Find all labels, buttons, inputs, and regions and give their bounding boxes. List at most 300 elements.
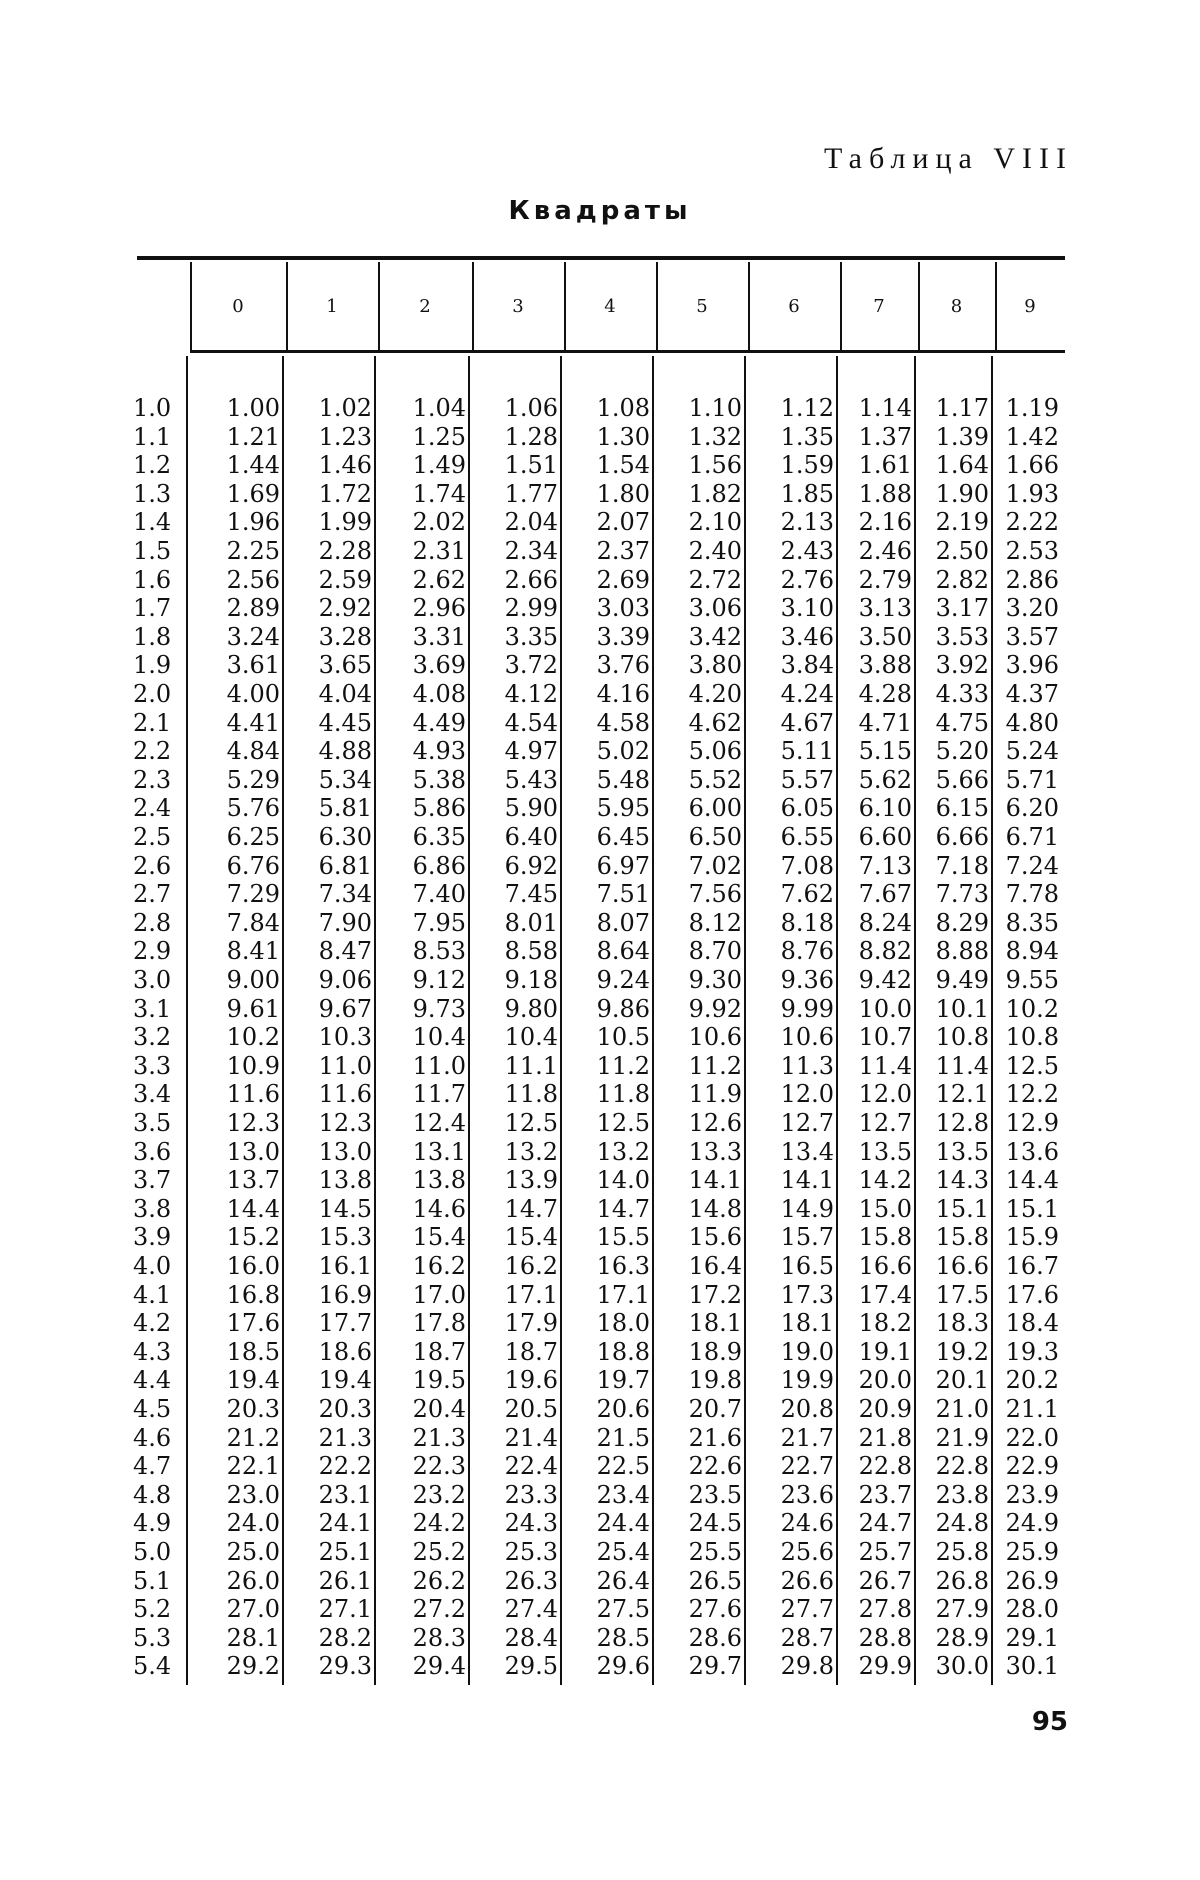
- table-cell: 9.99: [780, 994, 834, 1023]
- table-cell: 2.89: [226, 594, 280, 623]
- table-cell: 10.4: [412, 1023, 466, 1052]
- table-cell: 9.18: [504, 966, 558, 994]
- table-cell: 4.75: [935, 708, 989, 737]
- table-cell: 6.20: [1005, 794, 1059, 823]
- table-cell: 26.9: [1005, 1566, 1059, 1595]
- table-cell: 1.56: [688, 451, 742, 480]
- table-cell: 1.46: [318, 451, 372, 480]
- table-cell: 12.5: [596, 1109, 650, 1137]
- table-cell: 25.8: [935, 1538, 989, 1566]
- table-cell: 23.9: [1005, 1480, 1059, 1509]
- table-cell: 16.5: [780, 1252, 834, 1280]
- table-cell: 3.35: [504, 622, 558, 651]
- table-cell: 10.1: [935, 994, 989, 1023]
- table-cell: 16.4: [688, 1252, 742, 1280]
- table-cell: 19.2: [935, 1337, 989, 1366]
- table-cell: 22.8: [935, 1452, 989, 1481]
- table-cell: 15.7: [780, 1223, 834, 1252]
- table-cell: 23.6: [780, 1480, 834, 1509]
- table-cell: 15.5: [596, 1223, 650, 1252]
- table-cell: 2.04: [504, 508, 558, 537]
- table-cell: 8.47: [318, 937, 372, 966]
- table-cell: 5.90: [504, 794, 558, 823]
- table-cell: 9.12: [412, 966, 466, 994]
- row-label: 1.6: [133, 565, 172, 594]
- table-cell: 15.8: [858, 1223, 912, 1252]
- table-cell: 18.0: [596, 1309, 650, 1338]
- table-cell: 4.93: [412, 737, 466, 766]
- table-cell: 4.88: [318, 737, 372, 766]
- table-cell: 16.3: [596, 1252, 650, 1280]
- table-cell: 13.2: [596, 1137, 650, 1166]
- row-label: 2.4: [133, 794, 172, 823]
- table-cell: 3.20: [1005, 594, 1059, 623]
- table-cell: 1.96: [226, 508, 280, 537]
- table-cell: 9.86: [596, 994, 650, 1023]
- table-cell: 10.9: [226, 1051, 280, 1080]
- table-cell: 10.0: [858, 994, 912, 1023]
- table-cell: 10.2: [1005, 994, 1059, 1023]
- table-cell: 2.25: [226, 537, 280, 565]
- table-cell: 22.2: [318, 1452, 372, 1481]
- table-cell: 10.6: [688, 1023, 742, 1052]
- table-cell: 9.67: [318, 994, 372, 1023]
- table-cell: 3.53: [935, 622, 989, 651]
- table-cell: 1.61: [858, 451, 912, 480]
- table-cell: 17.8: [412, 1309, 466, 1338]
- table-cell: 1.82: [688, 479, 742, 508]
- table-cell: 12.9: [1005, 1109, 1059, 1137]
- table-cell: 11.6: [318, 1080, 372, 1109]
- table-cell: 23.8: [935, 1480, 989, 1509]
- table-cell: 10.2: [226, 1023, 280, 1052]
- table-cell: 25.3: [504, 1538, 558, 1566]
- table-cell: 27.2: [412, 1595, 466, 1624]
- table-cell: 12.6: [688, 1109, 742, 1137]
- table-cell: 11.0: [318, 1051, 372, 1080]
- column-header: 2: [419, 296, 431, 317]
- row-label: 4.9: [133, 1509, 172, 1538]
- table-cell: 12.5: [1005, 1051, 1059, 1080]
- table-cell: 29.1: [1005, 1623, 1059, 1652]
- table-cell: 17.2: [688, 1280, 742, 1309]
- table-cell: 26.6: [780, 1566, 834, 1595]
- table-cell: 21.6: [688, 1423, 742, 1452]
- table-cell: 3.42: [688, 622, 742, 651]
- row-label: 3.2: [133, 1023, 172, 1052]
- table-cell: 1.88: [858, 479, 912, 508]
- table-cell: 18.6: [318, 1337, 372, 1366]
- table-cell: 9.30: [688, 966, 742, 994]
- row-label: 5.2: [133, 1595, 172, 1624]
- table-cell: 17.0: [412, 1280, 466, 1309]
- table-cell: 4.00: [226, 680, 280, 708]
- table-cell: 12.5: [504, 1109, 558, 1137]
- table-cell: 16.7: [1005, 1252, 1059, 1280]
- table-cell: 8.53: [412, 937, 466, 966]
- table-cell: 1.69: [226, 479, 280, 508]
- table-cell: 1.74: [412, 479, 466, 508]
- table-cell: 8.76: [780, 937, 834, 966]
- table-cell: 1.35: [780, 422, 834, 451]
- table-cell: 12.4: [412, 1109, 466, 1137]
- table-cell: 14.3: [935, 1166, 989, 1195]
- table-cell: 2.10: [688, 508, 742, 537]
- table-cell: 6.25: [226, 823, 280, 851]
- table-cell: 1.66: [1005, 451, 1059, 480]
- table-cell: 4.28: [858, 680, 912, 708]
- table-cell: 6.10: [858, 794, 912, 823]
- table-cell: 27.5: [596, 1595, 650, 1624]
- table-cell: 18.9: [688, 1337, 742, 1366]
- table-cell: 12.0: [780, 1080, 834, 1109]
- table-cell: 4.84: [226, 737, 280, 766]
- table-cell: 4.97: [504, 737, 558, 766]
- row-label: 2.0: [133, 680, 172, 708]
- table-cell: 3.61: [226, 651, 280, 680]
- table-cell: 3.46: [780, 622, 834, 651]
- table-cell: 1.59: [780, 451, 834, 480]
- table-cell: 5.95: [596, 794, 650, 823]
- table-cell: 10.8: [1005, 1023, 1059, 1052]
- row-label: 3.8: [133, 1194, 172, 1223]
- table-cell: 3.06: [688, 594, 742, 623]
- table-cell: 18.1: [780, 1309, 834, 1338]
- table-cell: 10.8: [935, 1023, 989, 1052]
- table-cell: 19.5: [412, 1366, 466, 1395]
- table-cell: 2.59: [318, 565, 372, 594]
- table-cell: 15.4: [412, 1223, 466, 1252]
- table-cell: 27.7: [780, 1595, 834, 1624]
- table-cell: 5.81: [318, 794, 372, 823]
- table-cell: 18.1: [688, 1309, 742, 1338]
- table-cell: 13.4: [780, 1137, 834, 1166]
- table-cell: 20.2: [1005, 1366, 1059, 1395]
- table-cell: 11.8: [596, 1080, 650, 1109]
- table-cell: 21.4: [504, 1423, 558, 1452]
- table-cell: 21.1: [1005, 1395, 1059, 1423]
- row-label: 4.0: [133, 1252, 172, 1280]
- table-cell: 5.15: [858, 737, 912, 766]
- table-cell: 15.3: [318, 1223, 372, 1252]
- table-cell: 28.4: [504, 1623, 558, 1652]
- table-cell: 11.6: [226, 1080, 280, 1109]
- table-cell: 30.0: [935, 1652, 989, 1681]
- table-cell: 27.8: [858, 1595, 912, 1624]
- table-cell: 10.7: [858, 1023, 912, 1052]
- table-cell: 2.76: [780, 565, 834, 594]
- table-cell: 21.2: [226, 1423, 280, 1452]
- table-cell: 4.08: [412, 680, 466, 708]
- table-cell: 12.7: [780, 1109, 834, 1137]
- table-cell: 3.76: [596, 651, 650, 680]
- table-cell: 15.1: [1005, 1194, 1059, 1223]
- table-cell: 19.9: [780, 1366, 834, 1395]
- row-label: 4.5: [133, 1395, 172, 1423]
- table-cell: 4.04: [318, 680, 372, 708]
- table-cell: 1.19: [1005, 394, 1059, 422]
- table-cell: 13.7: [226, 1166, 280, 1195]
- table-cell: 28.1: [226, 1623, 280, 1652]
- table-cell: 26.5: [688, 1566, 742, 1595]
- table-cell: 9.61: [226, 994, 280, 1023]
- table-cell: 25.7: [858, 1538, 912, 1566]
- table-cell: 27.4: [504, 1595, 558, 1624]
- table-cell: 1.49: [412, 451, 466, 480]
- table-cell: 11.2: [688, 1051, 742, 1080]
- table-cell: 3.72: [504, 651, 558, 680]
- table-cell: 3.39: [596, 622, 650, 651]
- table-cell: 10.6: [780, 1023, 834, 1052]
- table-cell: 8.58: [504, 937, 558, 966]
- table-cell: 21.9: [935, 1423, 989, 1452]
- table-cell: 3.57: [1005, 622, 1059, 651]
- table-cell: 13.0: [318, 1137, 372, 1166]
- table-cell: 16.2: [504, 1252, 558, 1280]
- table-cell: 13.3: [688, 1137, 742, 1166]
- table-cell: 1.14: [858, 394, 912, 422]
- table-cell: 1.90: [935, 479, 989, 508]
- table-cell: 6.40: [504, 823, 558, 851]
- row-label: 2.6: [133, 851, 172, 880]
- table-cell: 1.39: [935, 422, 989, 451]
- row-label: 3.6: [133, 1137, 172, 1166]
- table-cell: 3.13: [858, 594, 912, 623]
- table-cell: 13.5: [858, 1137, 912, 1166]
- table-cell: 7.95: [412, 908, 466, 937]
- table-cell: 25.2: [412, 1538, 466, 1566]
- table-cell: 2.53: [1005, 537, 1059, 565]
- table-cell: 8.35: [1005, 908, 1059, 937]
- table-cell: 28.6: [688, 1623, 742, 1652]
- table-cell: 11.0: [412, 1051, 466, 1080]
- table-cell: 29.4: [412, 1652, 466, 1681]
- table-cell: 8.70: [688, 937, 742, 966]
- header-rule: [190, 350, 1065, 353]
- table-cell: 11.2: [596, 1051, 650, 1080]
- row-label: 3.0: [133, 966, 172, 994]
- table-cell: 2.96: [412, 594, 466, 623]
- table-cell: 7.56: [688, 880, 742, 909]
- table-cell: 22.9: [1005, 1452, 1059, 1481]
- table-cell: 14.9: [780, 1194, 834, 1223]
- row-label: 1.2: [133, 451, 172, 480]
- table-cell: 4.24: [780, 680, 834, 708]
- table-cell: 21.0: [935, 1395, 989, 1423]
- table-cell: 11.4: [935, 1051, 989, 1080]
- table-cell: 14.7: [596, 1194, 650, 1223]
- table-cell: 27.9: [935, 1595, 989, 1624]
- table-cell: 3.84: [780, 651, 834, 680]
- table-cell: 29.6: [596, 1652, 650, 1681]
- table-cell: 20.1: [935, 1366, 989, 1395]
- table-cell: 21.3: [412, 1423, 466, 1452]
- table-cell: 11.1: [504, 1051, 558, 1080]
- table-cell: 9.73: [412, 994, 466, 1023]
- table-cell: 3.92: [935, 651, 989, 680]
- table-cell: 6.45: [596, 823, 650, 851]
- table-cell: 29.9: [858, 1652, 912, 1681]
- table-cell: 20.7: [688, 1395, 742, 1423]
- table-cell: 24.5: [688, 1509, 742, 1538]
- table-cell: 8.18: [780, 908, 834, 937]
- table-cell: 2.86: [1005, 565, 1059, 594]
- column-header: 3: [512, 296, 524, 317]
- table-cell: 17.5: [935, 1280, 989, 1309]
- table-cell: 17.6: [1005, 1280, 1059, 1309]
- table-cell: 14.5: [318, 1194, 372, 1223]
- table-cell: 4.20: [688, 680, 742, 708]
- table-cell: 13.1: [412, 1137, 466, 1166]
- table-cell: 1.51: [504, 451, 558, 480]
- table-cell: 3.65: [318, 651, 372, 680]
- table-cell: 29.3: [318, 1652, 372, 1681]
- table-cell: 16.8: [226, 1280, 280, 1309]
- table-cell: 3.03: [596, 594, 650, 623]
- table-cell: 12.0: [858, 1080, 912, 1109]
- table-cell: 1.44: [226, 451, 280, 480]
- table-cell: 14.4: [1005, 1166, 1059, 1195]
- table-cell: 23.2: [412, 1480, 466, 1509]
- table-cell: 7.02: [688, 851, 742, 880]
- table-cell: 19.4: [226, 1366, 280, 1395]
- row-label: 5.0: [133, 1538, 172, 1566]
- table-cell: 18.7: [504, 1337, 558, 1366]
- table-cell: 4.80: [1005, 708, 1059, 737]
- table-cell: 24.9: [1005, 1509, 1059, 1538]
- row-label: 3.7: [133, 1166, 172, 1195]
- table-cell: 2.62: [412, 565, 466, 594]
- table-cell: 7.67: [858, 880, 912, 909]
- row-label: 2.3: [133, 765, 172, 794]
- table-cell: 18.3: [935, 1309, 989, 1338]
- table-cell: 28.9: [935, 1623, 989, 1652]
- table-cell: 7.90: [318, 908, 372, 937]
- table-cell: 2.34: [504, 537, 558, 565]
- column-header: 8: [950, 296, 963, 317]
- table-cell: 5.57: [780, 765, 834, 794]
- table-cell: 1.93: [1005, 479, 1059, 508]
- table-cell: 13.0: [226, 1137, 280, 1166]
- table-cell: 7.34: [318, 880, 372, 909]
- table-cell: 12.3: [226, 1109, 280, 1137]
- table-cell: 5.20: [935, 737, 989, 766]
- table-cell: 11.3: [780, 1051, 834, 1080]
- column-header: 4: [604, 296, 616, 317]
- table-cell: 14.7: [504, 1194, 558, 1223]
- table-cell: 1.02: [318, 394, 372, 422]
- table-cell: 25.5: [688, 1538, 742, 1566]
- row-label: 2.2: [133, 737, 172, 766]
- table-cell: 6.00: [688, 794, 742, 823]
- table-cell: 15.0: [858, 1194, 912, 1223]
- table-cell: 21.7: [780, 1423, 834, 1452]
- table-cell: 7.29: [226, 880, 280, 909]
- table-cell: 5.76: [226, 794, 280, 823]
- table-cell: 19.3: [1005, 1337, 1059, 1366]
- table-cell: 2.92: [318, 594, 372, 623]
- table-cell: 16.9: [318, 1280, 372, 1309]
- row-label: 3.3: [133, 1051, 172, 1080]
- table-cell: 27.0: [226, 1595, 280, 1624]
- table-cell: 26.2: [412, 1566, 466, 1595]
- table-cell: 1.85: [780, 479, 834, 508]
- row-label: 4.4: [133, 1366, 172, 1395]
- table-cell: 7.40: [412, 880, 466, 909]
- row-label: 4.6: [133, 1423, 172, 1452]
- table-cell: 2.16: [858, 508, 912, 537]
- table-cell: 28.3: [412, 1623, 466, 1652]
- table-cell: 15.4: [504, 1223, 558, 1252]
- table-cell: 5.48: [596, 765, 650, 794]
- row-label: 4.8: [133, 1480, 172, 1509]
- table-cell: 28.7: [780, 1623, 834, 1652]
- table-cell: 1.42: [1005, 422, 1059, 451]
- table-cell: 9.00: [226, 966, 280, 994]
- table-cell: 14.1: [780, 1166, 834, 1195]
- table-cell: 1.99: [318, 508, 372, 537]
- table-label: Таблица VIII: [824, 142, 1073, 175]
- table-cell: 6.05: [780, 794, 834, 823]
- table-cell: 16.1: [318, 1252, 372, 1280]
- table-cell: 17.6: [226, 1309, 280, 1338]
- table-cell: 4.16: [596, 680, 650, 708]
- table-cell: 9.42: [858, 966, 912, 994]
- table-cell: 6.35: [412, 823, 466, 851]
- table-cell: 11.8: [504, 1080, 558, 1109]
- table-cell: 2.72: [688, 565, 742, 594]
- table-cell: 25.4: [596, 1538, 650, 1566]
- table-cell: 2.40: [688, 537, 742, 565]
- table-cell: 28.8: [858, 1623, 912, 1652]
- table-cell: 6.97: [596, 851, 650, 880]
- table-cell: 14.2: [858, 1166, 912, 1195]
- table-cell: 28.0: [1005, 1595, 1059, 1624]
- table-cell: 23.3: [504, 1480, 558, 1509]
- table-cell: 4.71: [858, 708, 912, 737]
- table-cell: 14.8: [688, 1194, 742, 1223]
- table-cell: 17.1: [504, 1280, 558, 1309]
- table-cell: 17.1: [596, 1280, 650, 1309]
- table-cell: 4.67: [780, 708, 834, 737]
- table-cell: 1.08: [596, 394, 650, 422]
- table-cell: 26.7: [858, 1566, 912, 1595]
- table-cell: 26.0: [226, 1566, 280, 1595]
- table-cell: 8.94: [1005, 937, 1059, 966]
- table-cell: 2.50: [935, 537, 989, 565]
- table-cell: 20.3: [226, 1395, 280, 1423]
- table-cell: 23.0: [226, 1480, 280, 1509]
- table-cell: 2.28: [318, 537, 372, 565]
- table-cell: 25.0: [226, 1538, 280, 1566]
- table-cell: 29.8: [780, 1652, 834, 1681]
- table-cell: 7.13: [858, 851, 912, 880]
- table-cell: 28.2: [318, 1623, 372, 1652]
- table-cell: 12.3: [318, 1109, 372, 1137]
- table-cell: 6.60: [858, 823, 912, 851]
- table-cell: 10.3: [318, 1023, 372, 1052]
- table-cell: 1.32: [688, 422, 742, 451]
- page-number: 95: [1031, 1707, 1068, 1737]
- table-cell: 2.69: [596, 565, 650, 594]
- table-cell: 8.41: [226, 937, 280, 966]
- table-cell: 17.9: [504, 1309, 558, 1338]
- table-cell: 1.17: [935, 394, 989, 422]
- table-cell: 3.96: [1005, 651, 1059, 680]
- table-cell: 24.8: [935, 1509, 989, 1538]
- table-cell: 4.45: [318, 708, 372, 737]
- top-rule: [137, 256, 1065, 260]
